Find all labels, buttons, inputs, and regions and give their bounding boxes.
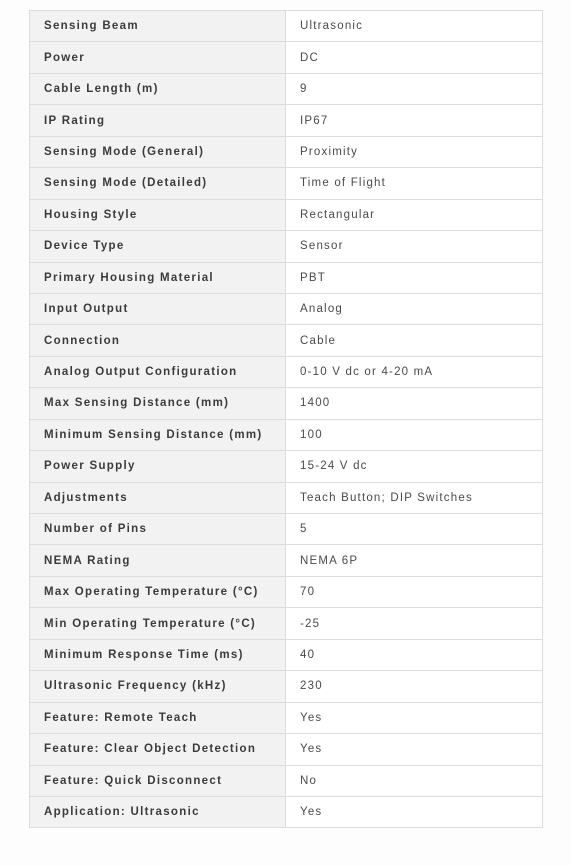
spec-label: Minimum Response Time (ms) [30, 639, 286, 670]
spec-row [30, 608, 543, 639]
spec-label: Primary Housing Material [30, 262, 286, 293]
spec-label: Min Operating Temperature (°C) [30, 608, 286, 639]
spec-value: 15-24 V dc [286, 451, 543, 482]
spec-value: 1400 [286, 388, 543, 419]
spec-value: 70 [286, 576, 543, 607]
spec-row [30, 671, 543, 702]
spec-label: Power [30, 42, 286, 73]
spec-row [30, 325, 543, 356]
spec-label: Feature: Quick Disconnect [30, 765, 286, 796]
spec-value: Yes [286, 734, 543, 765]
spec-label: Connection [30, 325, 286, 356]
spec-value: DC [286, 42, 543, 73]
spec-label: Sensing Beam [30, 11, 286, 42]
spec-row [30, 293, 543, 324]
spec-value: Time of Flight [286, 168, 543, 199]
spec-value: 230 [286, 671, 543, 702]
spec-label: Input Output [30, 293, 286, 324]
spec-row [30, 514, 543, 545]
specifications-table [29, 10, 543, 828]
spec-row [30, 231, 543, 262]
spec-value: Yes [286, 796, 543, 827]
spec-value: 9 [286, 73, 543, 104]
spec-label: Feature: Remote Teach [30, 702, 286, 733]
spec-label: Max Operating Temperature (°C) [30, 576, 286, 607]
spec-value: Ultrasonic [286, 11, 543, 42]
spec-row [30, 796, 543, 827]
spec-row [30, 388, 543, 419]
spec-row [30, 765, 543, 796]
spec-label: Minimum Sensing Distance (mm) [30, 419, 286, 450]
spec-value: 100 [286, 419, 543, 450]
spec-value: Cable [286, 325, 543, 356]
spec-value: Rectangular [286, 199, 543, 230]
spec-row [30, 451, 543, 482]
spec-row [30, 136, 543, 167]
spec-label: Housing Style [30, 199, 286, 230]
spec-value: Teach Button; DIP Switches [286, 482, 543, 513]
spec-label: Device Type [30, 231, 286, 262]
spec-value: 0-10 V dc or 4-20 mA [286, 356, 543, 387]
spec-row [30, 11, 543, 42]
spec-label: IP Rating [30, 105, 286, 136]
spec-row [30, 482, 543, 513]
spec-label: Number of Pins [30, 514, 286, 545]
spec-label: Power Supply [30, 451, 286, 482]
spec-label: Adjustments [30, 482, 286, 513]
spec-label: Analog Output Configuration [30, 356, 286, 387]
spec-value: 40 [286, 639, 543, 670]
spec-label: Sensing Mode (Detailed) [30, 168, 286, 199]
spec-value: 5 [286, 514, 543, 545]
spec-label: Max Sensing Distance (mm) [30, 388, 286, 419]
spec-value: Yes [286, 702, 543, 733]
spec-row [30, 105, 543, 136]
spec-row [30, 734, 543, 765]
spec-value: Sensor [286, 231, 543, 262]
spec-label: Application: Ultrasonic [30, 796, 286, 827]
spec-row [30, 702, 543, 733]
spec-row [30, 42, 543, 73]
spec-value: -25 [286, 608, 543, 639]
spec-value: NEMA 6P [286, 545, 543, 576]
spec-row [30, 356, 543, 387]
spec-row [30, 73, 543, 104]
spec-row [30, 576, 543, 607]
spec-row [30, 168, 543, 199]
specifications-table-body [30, 11, 543, 828]
spec-row [30, 262, 543, 293]
spec-value: Proximity [286, 136, 543, 167]
spec-row [30, 419, 543, 450]
spec-row [30, 639, 543, 670]
spec-value: No [286, 765, 543, 796]
spec-label: Feature: Clear Object Detection [30, 734, 286, 765]
spec-label: NEMA Rating [30, 545, 286, 576]
spec-value: Analog [286, 293, 543, 324]
spec-value: PBT [286, 262, 543, 293]
spec-label: Cable Length (m) [30, 73, 286, 104]
spec-row [30, 545, 543, 576]
spec-row [30, 199, 543, 230]
spec-label: Ultrasonic Frequency (kHz) [30, 671, 286, 702]
spec-label: Sensing Mode (General) [30, 136, 286, 167]
spec-value: IP67 [286, 105, 543, 136]
